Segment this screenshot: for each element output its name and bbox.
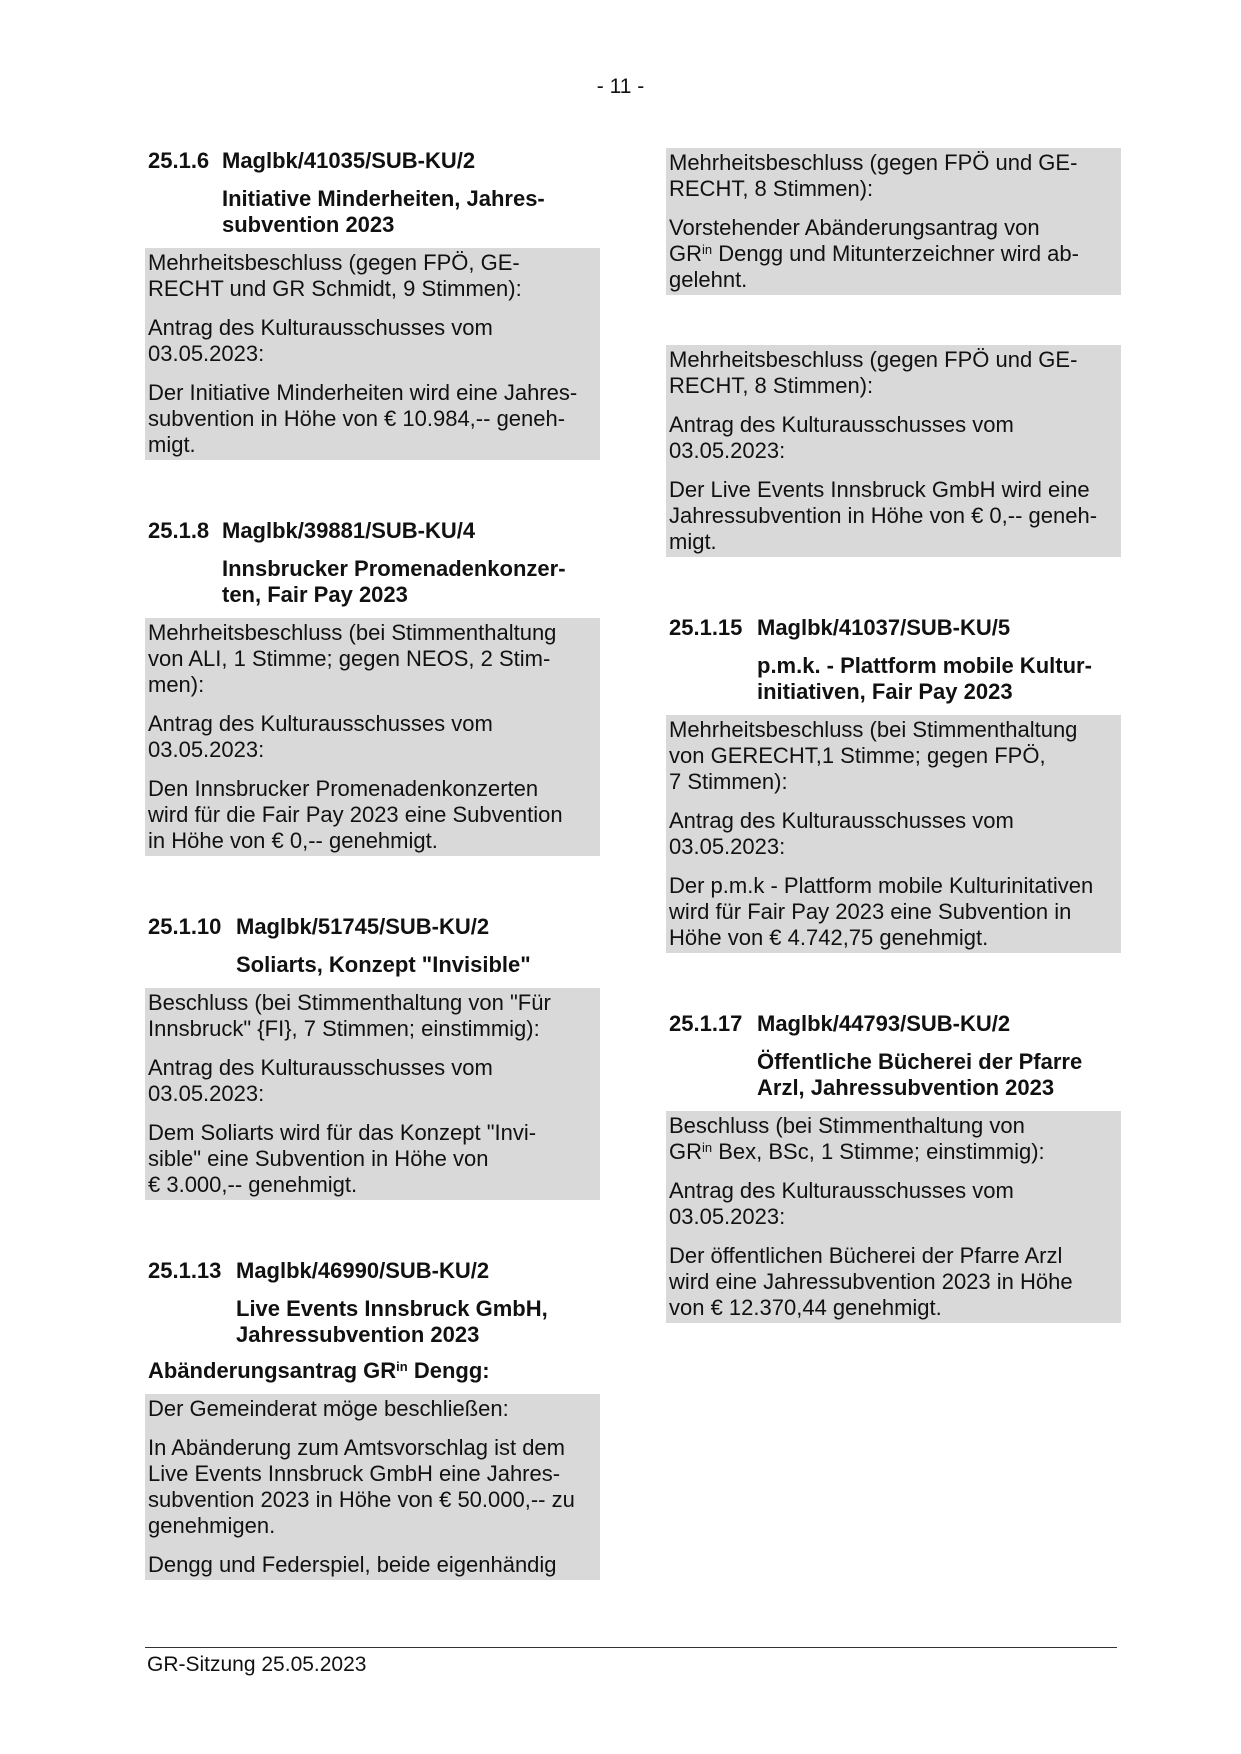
section-heading (148, 914, 600, 940)
section-reference: Maglbk/41035/SUB-KU/2 (222, 148, 476, 173)
section-title (757, 1049, 1121, 1101)
footer-divider (145, 1647, 1117, 1648)
amendment-intro: Der Gemeinderat möge beschließen: (148, 1396, 509, 1421)
section-heading (669, 1011, 1121, 1037)
resolution-block (666, 715, 1121, 953)
section-reference: Maglbk/39881/SUB-KU/4 (222, 518, 476, 543)
resolution-text: Der öffentlichen Bücherei der Pfarre Arzl wird eine Jahressubvention 2023 in Höhe von € 12.370,44 genehmigt. (669, 1243, 1073, 1320)
section-reference: Maglbk/44793/SUB-KU/2 (757, 1011, 1011, 1036)
section-heading (669, 615, 1121, 641)
vote-result: Mehrheitsbeschluss (gegen FPÖ, GE- RECHT und GR Schmidt, 9 Stimmen): (148, 250, 522, 301)
section-title (236, 1296, 600, 1348)
motion-source: Antrag des Kulturausschusses vom 03.05.2023: (148, 315, 493, 366)
section-title (236, 952, 600, 978)
section-title-line: Jahressubvention 2023 (236, 1322, 480, 1347)
section-title-line: Initiative Minderheiten, Jahres- (222, 186, 545, 211)
vote-result: Beschluss (bei Stimmenthaltung von "Für Innsbruck" {FI}, 7 Stimmen; einstimmig): (148, 990, 551, 1041)
section-title-line: subvention 2023 (222, 212, 395, 237)
section-number: 25.1.15 (669, 615, 743, 640)
resolution-text: Der Initiative Minderheiten wird eine Jahres- subvention in Höhe von € 10.984,-- geneh- migt. (148, 380, 578, 457)
section-reference: Maglbk/51745/SUB-KU/2 (236, 914, 490, 939)
resolution-text: Der Live Events Innsbruck GmbH wird eine Jahressubvention in Höhe von € 0,-- geneh- migt. (669, 477, 1098, 554)
vote-result: Mehrheitsbeschluss (bei Stimmenthaltung von ALI, 1 Stimme; gegen NEOS, 2 Stim- men): (148, 620, 557, 697)
motion-source: Antrag des Kulturausschusses vom 03.05.2023: (669, 412, 1014, 463)
section-title (222, 186, 600, 238)
left-column (145, 148, 600, 1580)
agenda-item-25-1-8 (145, 518, 600, 856)
section-reference: Maglbk/46990/SUB-KU/2 (236, 1258, 490, 1283)
vote-result: Mehrheitsbeschluss (gegen FPÖ und GE- RECHT, 8 Stimmen): (669, 347, 1078, 398)
agenda-item-25-1-6 (145, 148, 600, 460)
vote-result: Mehrheitsbeschluss (gegen FPÖ und GE- RECHT, 8 Stimmen): (669, 150, 1078, 201)
right-column (666, 148, 1121, 1323)
vote-result: Beschluss (bei Stimmenthaltung von $GR^{in}$ Bex, BSc, 1 Stimme; einstimmig): (669, 1113, 1045, 1164)
resolution-text: Dem Soliarts wird für das Konzept "Invi- sible" eine Subvention in Höhe von € 3.000,-- genehmigt. (148, 1120, 537, 1197)
section-title (757, 653, 1121, 705)
motion-source: Antrag des Kulturausschusses vom 03.05.2023: (669, 808, 1014, 859)
section-number: 25.1.6 (148, 148, 210, 173)
resolution-text: Den Innsbrucker Promenadenkonzerten wird für die Fair Pay 2023 eine Subvention in Höhe von € 0,-- genehmigt. (148, 776, 563, 853)
section-title (222, 556, 600, 608)
resolution-text: Der p.m.k - Plattform mobile Kulturinitativen wird für Fair Pay 2023 eine Subvention in Höhe von € 4.742,75 genehmigt. (669, 873, 1094, 950)
agenda-item-25-1-15 (666, 615, 1121, 953)
page-number: - 11 - (596, 75, 645, 98)
section-number: 25.1.17 (669, 1011, 743, 1036)
section-number: 25.1.8 (148, 518, 210, 543)
section-title-line: ten, Fair Pay 2023 (222, 582, 408, 607)
section-heading (148, 148, 600, 174)
agenda-item-25-1-13 (145, 1258, 600, 1580)
motion-source: Antrag des Kulturausschusses vom 03.05.2023: (669, 1178, 1014, 1229)
section-number: 25.1.13 (148, 1258, 222, 1283)
section-title-line: Arzl, Jahressubvention 2023 (757, 1075, 1055, 1100)
section-title-line: Live Events Innsbruck GmbH, (236, 1296, 548, 1321)
amendment-text: In Abänderung zum Amtsvorschlag ist dem Live Events Innsbruck GmbH eine Jahres- subvention 2023 in Höhe von € 50.000,-- zu genehmigen. (148, 1435, 575, 1538)
footer-text: GR-Sitzung 25.05.2023 (147, 1653, 367, 1676)
section-heading (148, 1258, 600, 1284)
amendment-heading: Abänderungsantrag $GR^{in}$ Dengg: (148, 1358, 490, 1383)
agenda-item-25-1-10 (145, 914, 600, 1200)
motion-source: Antrag des Kulturausschusses vom 03.05.2023: (148, 711, 493, 762)
resolution-text: Vorstehender Abänderungsantrag von $GR^{in}$ Dengg und Mitunterzeichner wird ab- gelehnt. (669, 215, 1079, 292)
resolution-block (145, 988, 600, 1200)
resolution-block (145, 618, 600, 856)
section-title-line: initiativen, Fair Pay 2023 (757, 679, 1013, 704)
agenda-item-25-1-17 (666, 1011, 1121, 1323)
section-heading (148, 518, 600, 544)
resolution-block (666, 345, 1121, 557)
resolution-block (145, 248, 600, 460)
vote-result: Mehrheitsbeschluss (bei Stimmenthaltung von GERECHT,1 Stimme; gegen FPÖ, 7 Stimmen): (669, 717, 1078, 794)
section-title-line: p.m.k. - Plattform mobile Kultur- (757, 653, 1092, 678)
amendment-block (145, 1394, 600, 1580)
section-title-line: Soliarts, Konzept "Invisible" (236, 952, 531, 977)
section-title-line: Öffentliche Bücherei der Pfarre (757, 1049, 1083, 1074)
amendment-vote-block (666, 148, 1121, 295)
motion-source: Antrag des Kulturausschusses vom 03.05.2023: (148, 1055, 493, 1106)
amendment-signatories: Dengg und Federspiel, beide eigenhändig (148, 1552, 557, 1577)
section-reference: Maglbk/41037/SUB-KU/5 (757, 615, 1011, 640)
resolution-block (666, 1111, 1121, 1323)
section-title-line: Innsbrucker Promenadenkonzer- (222, 556, 566, 581)
section-number: 25.1.10 (148, 914, 222, 939)
